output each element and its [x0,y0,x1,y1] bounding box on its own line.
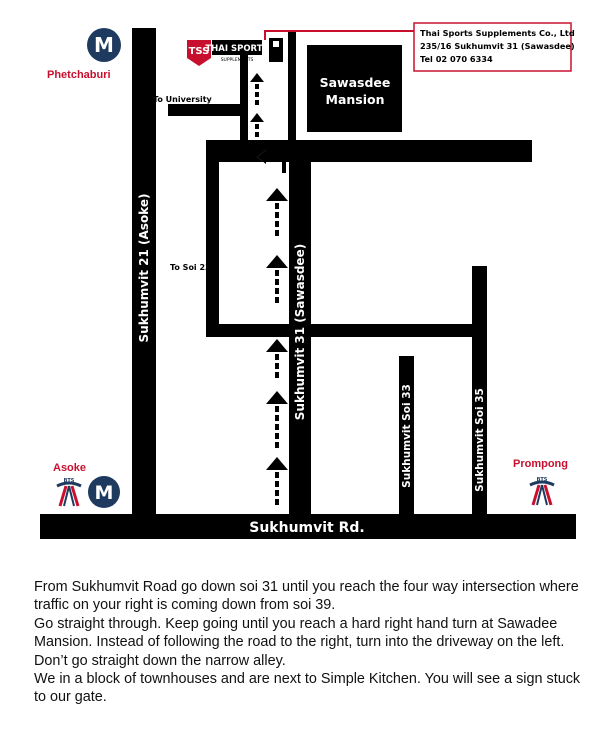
svg-text:BTS: BTS [63,478,75,484]
tss-logo-mark: TSS [188,46,210,57]
directions-text [34,578,594,707]
alley-right [288,30,296,142]
mrt-icon [87,28,121,62]
arrow-up-icon [266,255,288,303]
arrow-up-icon [266,391,288,448]
road-label-soi-33: Sukhumvit Soi 33 [401,384,413,488]
mrt-icon [88,476,120,508]
road-label-sukhumvit-21: Sukhumvit 21 (Asoke) [137,193,151,343]
tss-logo-subtitle: SUPPLEMENTS [220,58,254,63]
station-asoke [53,462,120,508]
road-label-sukhumvit-31: Sukhumvit 31 (Sawasdee) [293,243,307,421]
road-to-university [168,104,248,116]
road-left-loop [206,140,219,335]
company-name: Thai Sports Supplements Co., Ltd [420,28,575,38]
arrow-up-icon [266,188,288,236]
road-upper-east [206,140,532,162]
directions-paragraph: From Sukhumvit Road go down soi 31 until you reach the four way intersection where traffic on your right is coming down from soi 39. [34,579,579,614]
arrow-up-icon [266,457,288,505]
road-cross-lower [206,324,486,337]
company-address: 235/16 Sukhumvit 31 (Sawasdee) [420,41,575,51]
tss-logo-title: THAI SPORTS [205,44,269,54]
svg-text:BTS: BTS [536,477,548,483]
to-university-label: To University [153,95,212,104]
directions-paragraph: We in a block of townhouses and are next to Simple Kitchen. You will see a sign stuck to our gate. [34,671,581,706]
svg-text:M: M [94,482,114,504]
destination-marker [273,41,279,47]
bts-icon [530,477,554,505]
road-label-soi-35: Sukhumvit Soi 35 [474,388,486,492]
to-soi-23-label: To Soi 23 [170,263,211,272]
arrow-up-icon [250,113,264,137]
road-network [40,28,576,539]
directions-paragraph: Go straight through. Keep going until you reach a hard right hand turn at Sawadee Mansion. Instead of following the road to the right, turn into the driveway on the left. Don’t go straight down the narrow alley. [34,615,565,669]
mansion-label-line2: Mansion [325,92,385,107]
arrow-up-icon [266,339,288,378]
station-label-phetchaburi: Phetchaburi [47,69,111,81]
svg-text:M: M [94,33,114,57]
mansion-label-line1: Sawasdee [319,75,391,90]
company-phone: Tel 02 070 6334 [420,54,493,64]
road-label-sukhumvit-main: Sukhumvit Rd. [249,520,365,536]
arrow-up-icon [250,73,264,105]
station-phetchaburi [47,28,121,81]
station-prompong [513,458,568,505]
bts-icon [57,478,81,506]
tss-logo [187,40,269,66]
route-arrows [250,73,288,505]
station-label-prompong: Prompong [513,458,568,470]
station-label-asoke: Asoke [53,462,87,474]
